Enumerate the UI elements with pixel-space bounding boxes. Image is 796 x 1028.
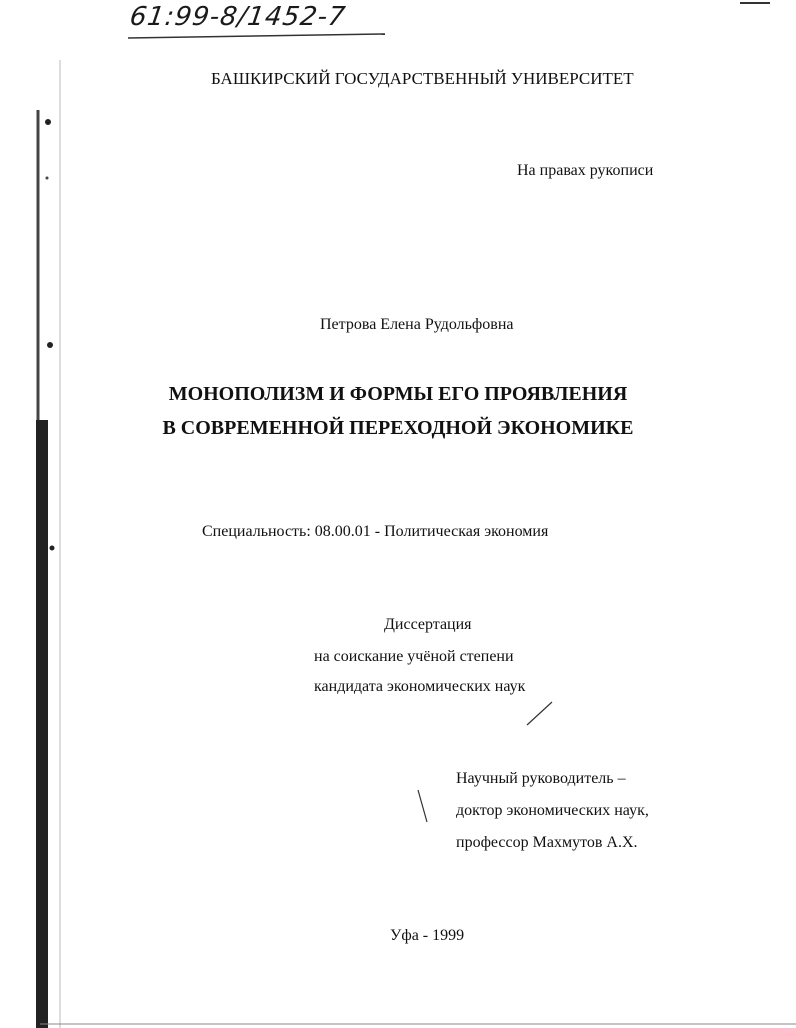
specialty: Специальность: 08.00.01 - Политическая экономия — [202, 523, 549, 540]
city-year: Уфа - 1999 — [390, 927, 465, 944]
punch-mark-4 — [46, 177, 49, 180]
rights-note: На правах рукописи — [517, 162, 654, 179]
pen-stroke-2 — [418, 790, 427, 822]
dissertation-field-line: кандидата экономических наук — [314, 678, 526, 695]
university-name: БАШКИРСКИЙ ГОСУДАРСТВЕННЫЙ УНИВЕРСИТЕТ — [211, 69, 634, 88]
author-name: Петрова Елена Рудольфовна — [320, 316, 514, 333]
scan-edge-strip — [36, 420, 48, 1028]
dissertation-degree-line: на соискание учёной степени — [314, 648, 514, 665]
title-line-1: МОНОПОЛИЗМ И ФОРМЫ ЕГО ПРОЯВЛЕНИЯ — [168, 383, 628, 405]
supervisor-label: Научный руководитель – — [456, 770, 626, 787]
supervisor-name: профессор Махмутов А.Х. — [456, 834, 638, 851]
dissertation-label: Диссертация — [384, 616, 472, 633]
punch-mark-1 — [45, 119, 51, 125]
supervisor-degree: доктор экономических наук, — [456, 802, 649, 819]
punch-mark-2 — [47, 342, 53, 348]
punch-mark-3 — [50, 546, 55, 551]
pen-stroke-1 — [527, 702, 552, 725]
archive-code-handwritten: 61:99-8/1452-7 — [127, 2, 348, 32]
archive-code-underline — [128, 34, 385, 38]
title-line-2: В СОВРЕМЕННОЙ ПЕРЕХОДНОЙ ЭКОНОМИКЕ — [162, 417, 634, 439]
